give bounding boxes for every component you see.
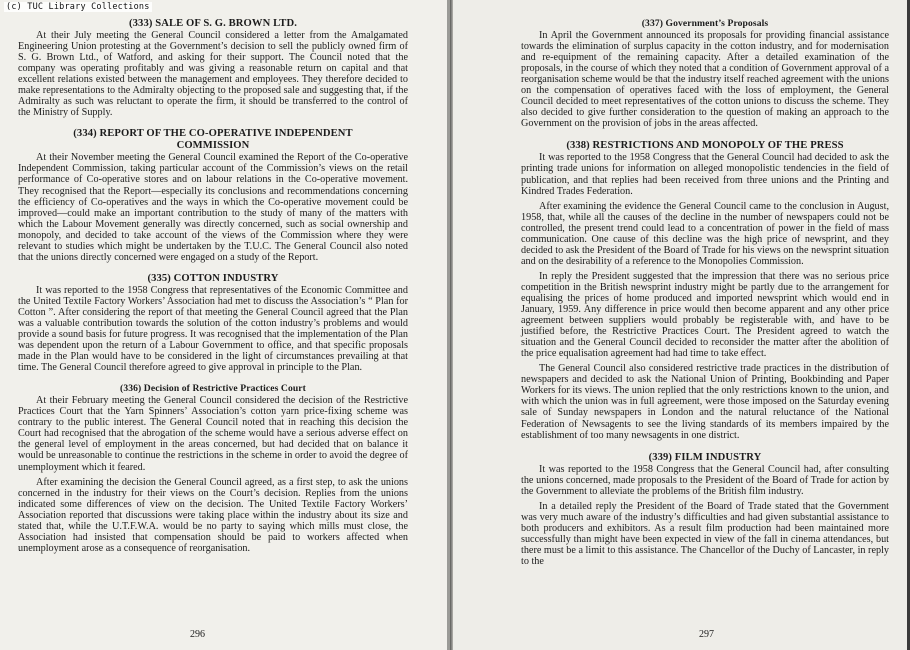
page-number-left: 296 [190,629,205,640]
section-338-paragraph-2: After examining the evidence the General Council came to the conclusion in August, 1958, that, while all the causes of the decline in the number of newspapers could not be controlled, the present trend could lead to a concentration of power in the field of mass communication. One cause of this decline was the high price of newsprint, and they decided to ask the President of the Board of Trade for his views on the newsprint situation and on the desirability of a reference to the Monopolies Commission. [521,200,889,267]
left-page [0,0,450,650]
section-335-heading: (335) COTTON INDUSTRY [147,272,279,284]
right-page [450,0,907,650]
section-334-paragraph: At their November meeting the General Council examined the Report of the Co-operative Independent Commission, taking particular account of the Commission’s views on the retail performance of Co-operative stores and on labour relations in the Co-operative movement. They recognised that the Report—especially its conclusions and recommendations concerning the efficiency of Co-operatives and the ways in which the Co-operative movement could be improved—could make an important contribution to the study of many of the matters with which the Labour Movement generally was directly concerned, such as social ownership and monopoly, and decided to take account of the views of the Commission where they were relevant to studies which might be undertaken by the T.U.C. The General Council also noted that the unions directly concerned were engaged on a study of the Report. [18,152,408,263]
section-339-heading: (339) FILM INDUSTRY [648,451,762,463]
page-number-right: 297 [699,629,714,640]
section-336-heading: (336) Decision of Restrictive Practices Court [120,383,306,395]
section-338-heading: (338) RESTRICTIONS AND MONOPOLY OF THE PRESS [566,140,844,152]
section-335-paragraph: It was reported to the 1958 Congress that representatives of the Economic Committee and the United Textile Factory Workers’ Association had met to discuss the Association’s “ Plan for Cotton ”. After considering the report of that meeting the General Council agreed that the Plan was a valuable contribution towards the solution of the cotton industry’s problems and would provide a sound basis for future progress. It was recognised that the implementation of the Plan was dependent upon the return of a Labour Government to office, and that specific proposals made in the Plan would have to be considered in the light of circumstances prevailing at that time. The General Council therefore agreed to give approval in principle to the Plan. [18,284,408,374]
section-338-paragraph-4: The General Council also considered restrictive trade practices in the distribution of newspapers and decided to ask the National Union of Printing, Bookbinding and Paper Workers for its views. The union replied that the only restrictions known to the union, and with which the union was in full agreement, were those imposed on the Saturday evening sale of Sunday newspapers in London and the natural reluctance of the National Federation of Newsagents to see the living standards of its members impaired by the establishment of too many newsagents in one district. [521,363,889,441]
right-column [521,18,889,571]
section-337-heading: (337) Government’s Proposals [641,18,769,29]
watermark-label: (c) TUC Library Collections [6,2,150,12]
section-336-paragraph-2: After examining the decision the General Council agreed, as a first step, to ask the unions concerned in the industry for their views on the Court’s decision. Replies from the unions indicated some differences of view on the decision. The United Textile Factory Workers’ Association reported that discussions were taking place within the industry about its size and stated that, while the U.T.F.W.A. would be no party to saying which mills must close, the Association had insisted that compensation should be paid to workers affected when unemployment arose as a consequence of reorganisation. [18,476,408,554]
section-339-paragraph-2: In a detailed reply the President of the Board of Trade stated that the Government was very much aware of the industry’s difficulties and had given substantial assistance to both producers and exhibitors. As a result film production had been maintained more successfully than might have been expected in view of the fall in cinema attendances, but there must be a limit to this assistance. The Chancellor of the Duchy of Lancaster, in reply to the [521,500,889,567]
book-spine [450,0,453,650]
section-334-heading: (334) REPORT OF THE CO-OPERATIVE INDEPENDENT COMMISSION [73,128,353,152]
section-336-paragraph-1: At their February meeting the General Council considered the decision of the Restrictive Practices Court that the Yarn Spinners’ Association’s cotton yarn price-fixing scheme was contrary to the public interest. The General Council noted that in reaching this decision the Court had recognised that the abrogation of the scheme would have a serious adverse effect on the general level of employment in the areas concerned, but had decided that on balance it would be unreasonable to continue the restrictions in the scheme in order to avoid the degree of unemployment which it feared. [18,395,408,473]
section-338-paragraph-1: It was reported to the 1958 Congress that the General Council had decided to ask the printing trade unions for information on alleged monopolistic tendencies in the field of publication, and that replies had been received from three unions and the Printing and Kindred Trades Federation. [521,152,889,197]
left-column [18,18,408,558]
section-337-paragraph: In April the Government announced its proposals for providing financial assistance towards the elimination of surplus capacity in the cotton industry, and for modernisation and re-equipment of the remaining capacity. After a detailed examination of the proposals, in the course of which they noted that a condition of Government approval of a reorganisation scheme would be that the industry itself reached agreement with the unions on the compensation of operatives faced with the loss of employment, the General Council decided to meet representatives of the cotton unions to discuss the scheme. They also decided to give further consideration to the question of making an approach to the Government on the provision of jobs in the areas affected. [521,30,889,130]
section-333-heading: (333) SALE OF S. G. BROWN LTD. [129,18,297,29]
section-333-paragraph: At their July meeting the General Council considered a letter from the Amalgamated Engineering Union protesting at the Government’s decision to sell the publicly owned firm of S. G. Brown Ltd., of Watford, and asking for their support. The Council noted that the company was operating profitably and was giving a reasonable return on capital and that excellent relations existed between the management and employees. They therefore decided to make representations to the Admiralty objecting to the proposed sale and suggesting that, if the Admiralty as such was reluctant to operate the firm, it should be transferred to the control of the Ministry of Supply. [18,30,408,119]
section-339-paragraph-1: It was reported to the 1958 Congress that the General Council had, after consulting the unions concerned, made proposals to the President of the Board of Trade for action by the Government to alleviate the problems of the British film industry. [521,463,889,497]
section-338-paragraph-3: In reply the President suggested that the impression that there was no serious price competition in the British newsprint industry might be partly due to the arrangement for equalising the prices of home produced and imported newsprint which would end in January, 1959. Any difference in price would then become apparent and any other price agreement between suppliers would probably be registerable with, and have to be justified before, the Restrictive Practices Court. The President agreed to watch the situation and the General Council decided to reconsider the matter after the abolition of the price equalisation agreement had had time to take effect. [521,270,889,360]
